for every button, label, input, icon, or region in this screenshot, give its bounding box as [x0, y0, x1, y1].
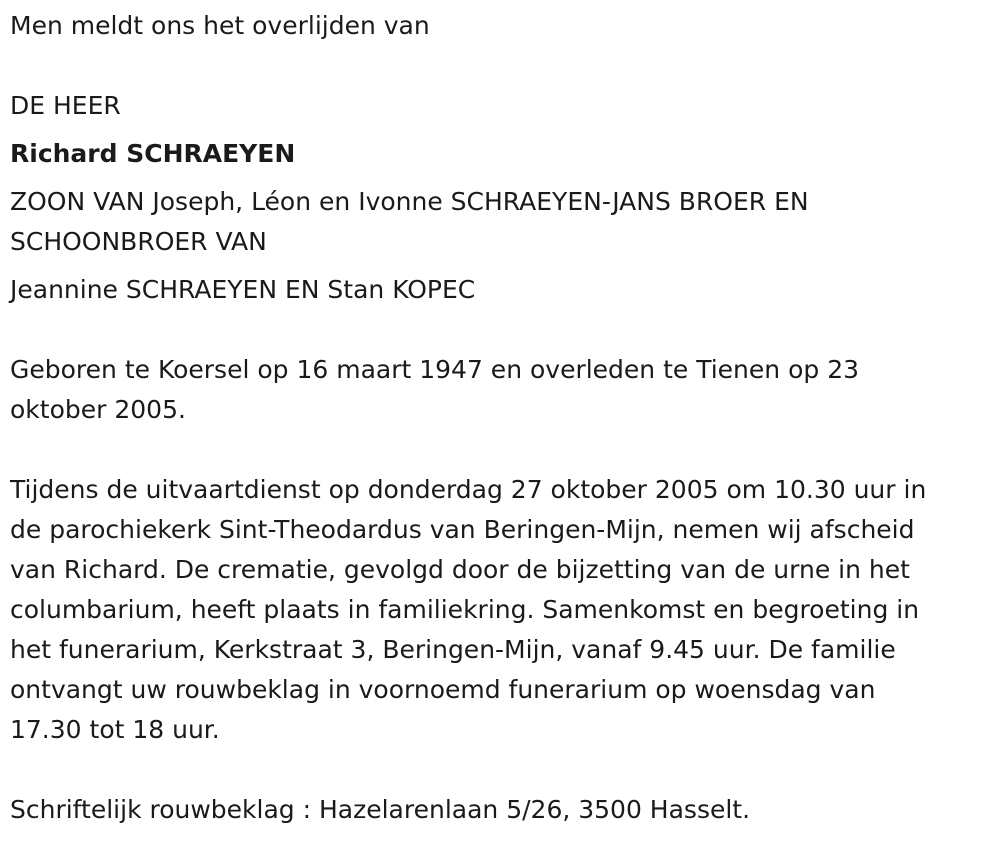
spacer — [10, 174, 985, 182]
spacer — [10, 310, 985, 350]
honorific-title: DE HEER — [10, 91, 121, 120]
condolences-address: Schriftelijk rouwbeklag : Hazelarenlaan 5/26, 3500 Hasselt. — [10, 795, 751, 824]
birth-death-line: Geboren te Koersel op 16 maart 1947 en overleden te Tienen op 23 — [10, 355, 859, 384]
family-line: ZOON VAN Joseph, Léon en Ivonne SCHRAEYEN-JANS BROER EN — [10, 187, 809, 216]
spacer — [10, 46, 985, 86]
service-line: van Richard. De crematie, gevolgd door de bijzetting van de urne in het — [10, 555, 910, 584]
spacer — [10, 126, 985, 134]
spacer — [10, 750, 985, 790]
service-line: ontvangt uw rouwbeklag in voornoemd funerarium op woensdag van — [10, 675, 876, 704]
deceased-name: Richard SCHRAEYEN — [10, 139, 296, 168]
service-line: de parochiekerk Sint-Theodardus van Beringen-Mijn, nemen wij afscheid — [10, 515, 915, 544]
intro-text: Men meldt ons het overlijden van — [10, 11, 430, 40]
family-line: Jeannine SCHRAEYEN EN Stan KOPEC — [10, 275, 476, 304]
service-line: het funerarium, Kerkstraat 3, Beringen-Mijn, vanaf 9.45 uur. De familie — [10, 635, 896, 664]
service-line: 17.30 tot 18 uur. — [10, 715, 220, 744]
family-line: SCHOONBROER VAN — [10, 227, 267, 256]
birth-death-line: oktober 2005. — [10, 395, 186, 424]
spacer — [10, 430, 985, 470]
obituary-notice — [10, 6, 985, 830]
service-line: columbarium, heeft plaats in familiekring. Samenkomst en begroeting in — [10, 595, 920, 624]
spacer — [10, 262, 985, 270]
service-line: Tijdens de uitvaartdienst op donderdag 27 oktober 2005 om 10.30 uur in — [10, 475, 927, 504]
